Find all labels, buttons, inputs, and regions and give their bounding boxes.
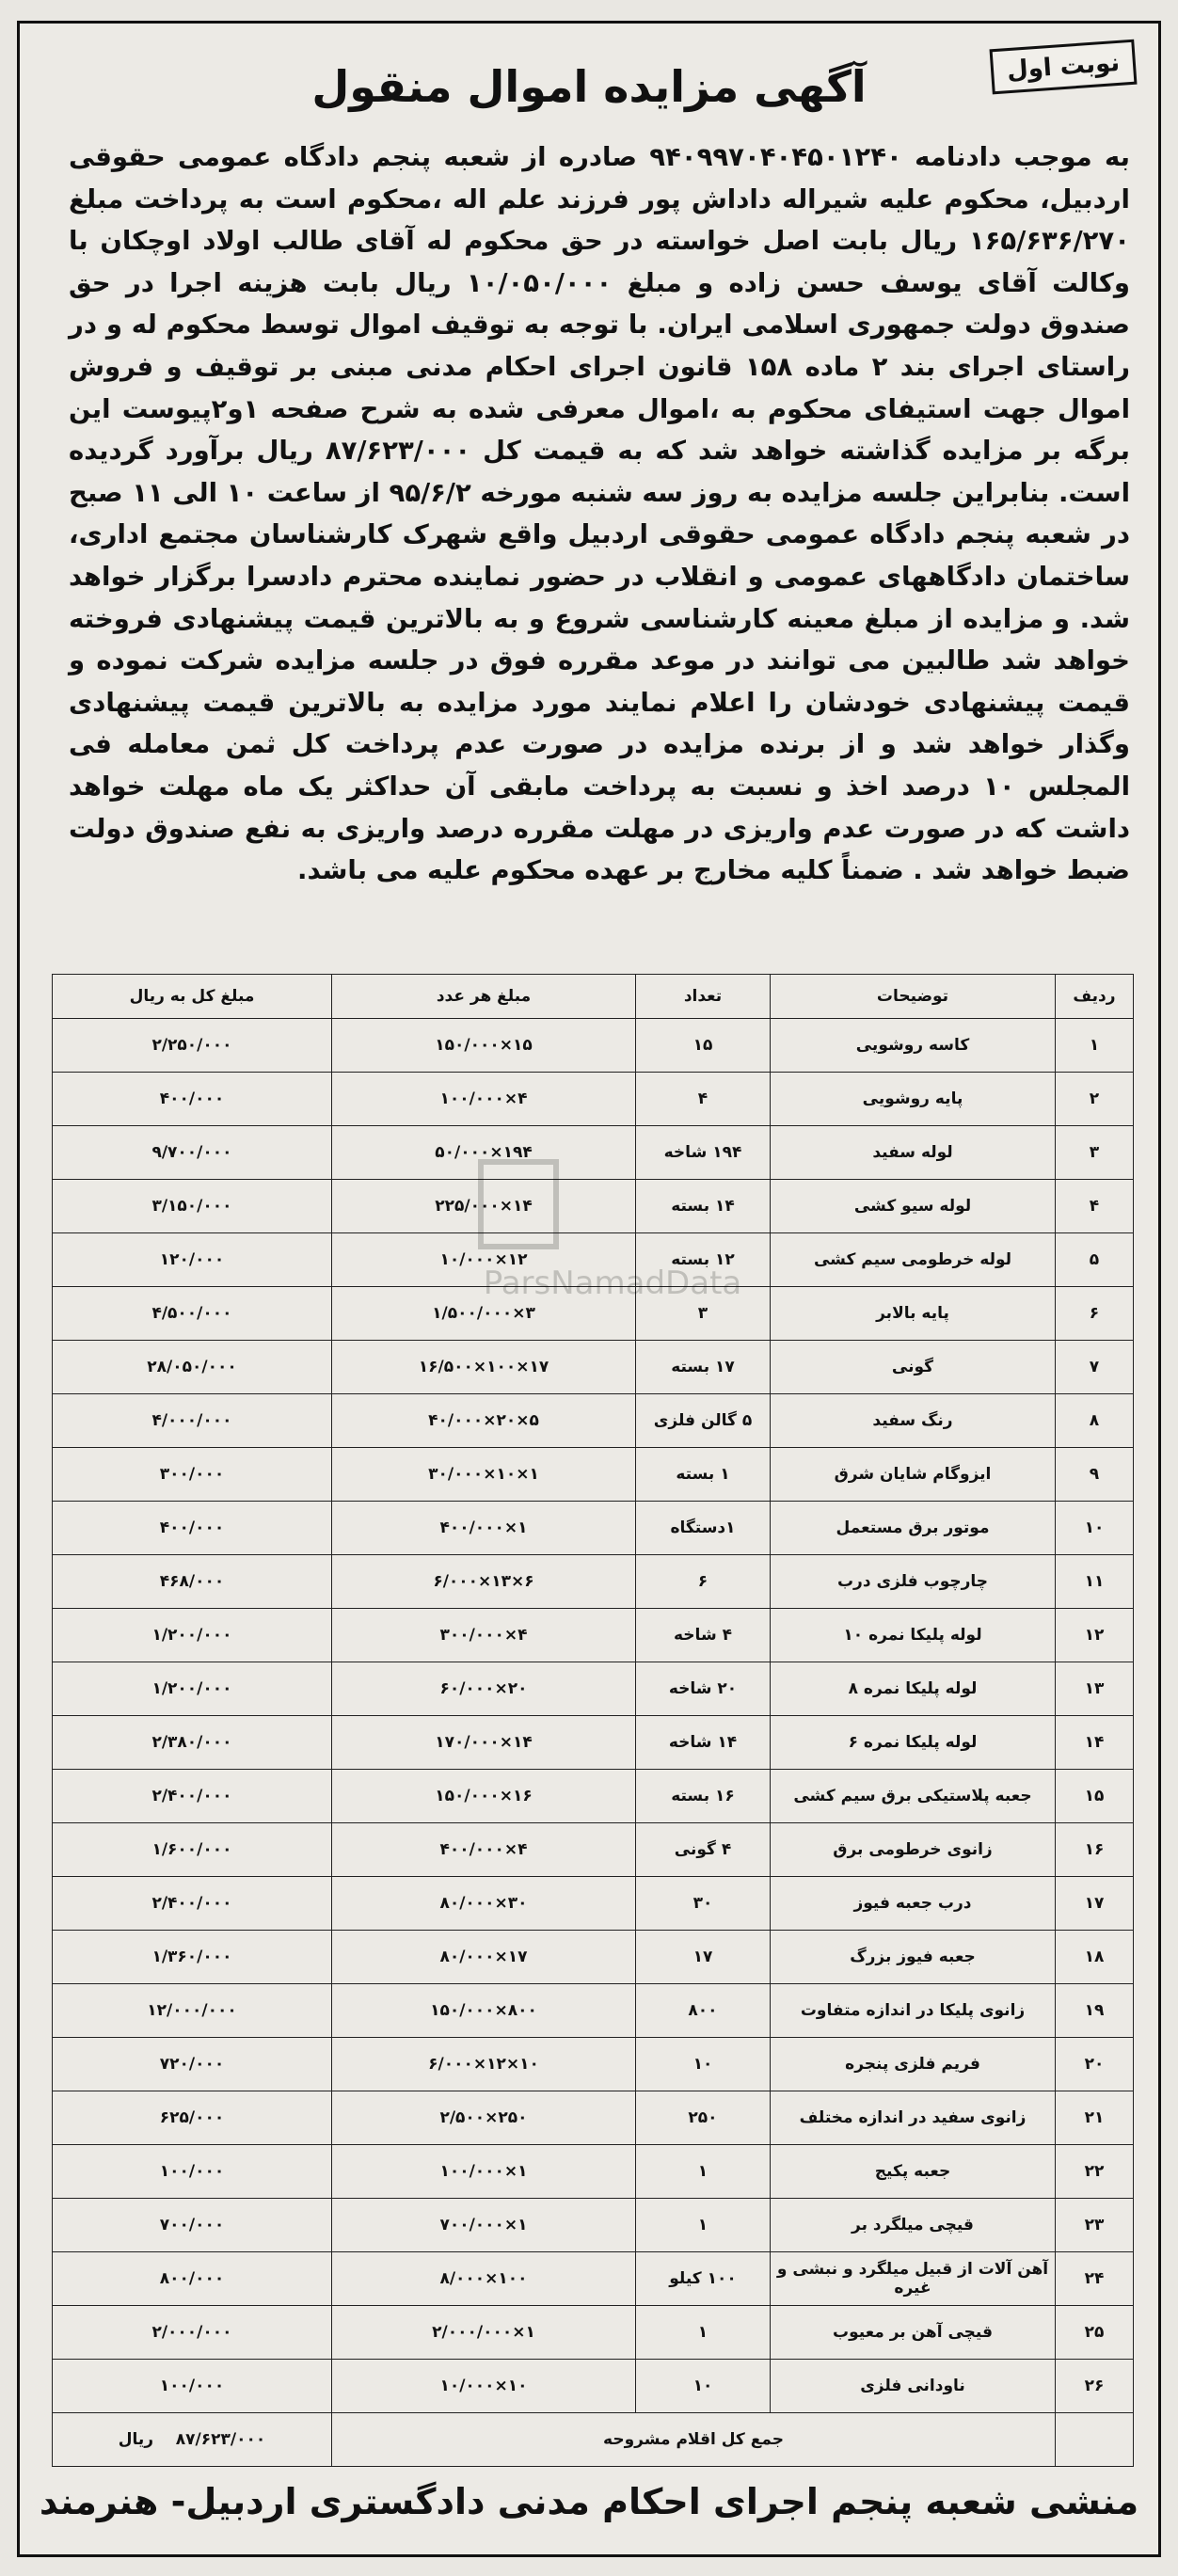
row-description: چارچوب فلزی درب (771, 1555, 1056, 1609)
header-description: توضیحات (771, 975, 1056, 1019)
row-unit-price: ۱۴×۱۷۰/۰۰۰ (332, 1716, 636, 1770)
row-description: جعبه پلاستیکی برق سیم کشی (771, 1770, 1056, 1823)
row-total: ۸۰۰/۰۰۰ (53, 2252, 332, 2306)
row-quantity: ۴ گونی (636, 1823, 771, 1877)
row-number: ۴ (1056, 1180, 1134, 1233)
row-quantity: ۱۰ (636, 2038, 771, 2091)
table-row (53, 2252, 1134, 2306)
row-description: ناودانی فلزی (771, 2360, 1056, 2413)
row-quantity: ۶ (636, 1555, 771, 1609)
row-description: گونی (771, 1341, 1056, 1394)
total-value: ۸۷/۶۲۳/۰۰۰ (175, 2430, 266, 2449)
row-quantity: ۲۰ شاخه (636, 1662, 771, 1716)
row-number: ۱۶ (1056, 1823, 1134, 1877)
row-unit-price: ۱۲×۱۰/۰۰۰ (332, 1233, 636, 1287)
table-row (53, 1287, 1134, 1341)
row-quantity: ۱۰ (636, 2360, 771, 2413)
row-unit-price: ۸۰۰×۱۵۰/۰۰۰ (332, 1984, 636, 2038)
header-quantity: تعداد (636, 975, 771, 1019)
watermark-text: ParsNamadData (483, 1264, 742, 1302)
table-row (53, 2199, 1134, 2252)
row-number: ۱۳ (1056, 1662, 1134, 1716)
row-number: ۱۹ (1056, 1984, 1134, 2038)
row-number: ۱۴ (1056, 1716, 1134, 1770)
total-spacer (1056, 2413, 1134, 2467)
publication-badge: نوبت اول (989, 40, 1137, 95)
row-description: فریم فلزی پنجره (771, 2038, 1056, 2091)
row-unit-price: ۱۰۰×۸/۰۰۰ (332, 2252, 636, 2306)
table-row (53, 1555, 1134, 1609)
table-row (53, 2306, 1134, 2360)
row-description: لوله پلیکا نمره ۱۰ (771, 1609, 1056, 1662)
row-unit-price: ۱۶×۱۵۰/۰۰۰ (332, 1770, 636, 1823)
row-quantity: ۱ (636, 2145, 771, 2199)
row-total: ۱/۳۶۰/۰۰۰ (53, 1931, 332, 1984)
row-number: ۲۳ (1056, 2199, 1134, 2252)
row-description: جعبه فیوز بزرگ (771, 1931, 1056, 1984)
row-total: ۱۲۰/۰۰۰ (53, 1233, 332, 1287)
row-total: ۱/۲۰۰/۰۰۰ (53, 1609, 332, 1662)
row-unit-price: ۱×۱۰۰/۰۰۰ (332, 2145, 636, 2199)
row-unit-price: ۲۰×۶۰/۰۰۰ (332, 1662, 636, 1716)
row-unit-price: ۳×۱/۵۰۰/۰۰۰ (332, 1287, 636, 1341)
row-quantity: ۱ (636, 2306, 771, 2360)
row-total: ۲/۰۰۰/۰۰۰ (53, 2306, 332, 2360)
row-total: ۲/۴۰۰/۰۰۰ (53, 1877, 332, 1931)
row-description: آهن آلات از قبیل میلگرد و نبشی و غیره (771, 2252, 1056, 2306)
row-number: ۱۱ (1056, 1555, 1134, 1609)
row-number: ۲۴ (1056, 2252, 1134, 2306)
footer-signature: منشی شعبه پنجم اجرای احکام مدنی دادگستری اردبیل- هنرمند (39, 2481, 1139, 2522)
row-number: ۸ (1056, 1394, 1134, 1448)
table-row (53, 1984, 1134, 2038)
row-number: ۱۸ (1056, 1931, 1134, 1984)
row-unit-price: ۱×۲/۰۰۰/۰۰۰ (332, 2306, 636, 2360)
row-quantity: ۳۰ (636, 1877, 771, 1931)
row-description: قیچی آهن بر معیوب (771, 2306, 1056, 2360)
row-unit-price: ۴×۳۰۰/۰۰۰ (332, 1609, 636, 1662)
row-quantity: ۸۰۰ (636, 1984, 771, 2038)
total-cell (53, 2413, 332, 2467)
row-unit-price: ۴×۱۰۰/۰۰۰ (332, 1073, 636, 1126)
items-body (53, 1019, 1134, 2413)
row-total: ۲/۴۰۰/۰۰۰ (53, 1770, 332, 1823)
header-row-number: ردیف (1056, 975, 1134, 1019)
table-row (53, 1448, 1134, 1502)
row-unit-price: ۱۷×۱۰۰×۱۶/۵۰۰ (332, 1341, 636, 1394)
row-quantity: ۴ (636, 1073, 771, 1126)
row-total: ۱۰۰/۰۰۰ (53, 2360, 332, 2413)
row-quantity: ۱۰۰ کیلو (636, 2252, 771, 2306)
table-row (53, 1126, 1134, 1180)
row-quantity: ۲۵۰ (636, 2091, 771, 2145)
notice-page (17, 21, 1161, 2557)
row-unit-price: ۱×۱۰×۳۰/۰۰۰ (332, 1448, 636, 1502)
row-unit-price: ۱×۷۰۰/۰۰۰ (332, 2199, 636, 2252)
table-row (53, 1609, 1134, 1662)
row-unit-price: ۱۵×۱۵۰/۰۰۰ (332, 1019, 636, 1073)
total-unit: ریال (118, 2430, 154, 2449)
row-quantity: ۱دستگاه (636, 1502, 771, 1555)
row-total: ۱۲/۰۰۰/۰۰۰ (53, 1984, 332, 2038)
row-unit-price: ۳۰×۸۰/۰۰۰ (332, 1877, 636, 1931)
row-total: ۴/۵۰۰/۰۰۰ (53, 1287, 332, 1341)
notice-title: آگهی مزایده اموال منقول (311, 61, 867, 112)
row-description: رنگ سفید (771, 1394, 1056, 1448)
table-row (53, 1877, 1134, 1931)
row-number: ۲ (1056, 1073, 1134, 1126)
row-total: ۷۲۰/۰۰۰ (53, 2038, 332, 2091)
row-total: ۴۰۰/۰۰۰ (53, 1502, 332, 1555)
row-unit-price: ۱۷×۸۰/۰۰۰ (332, 1931, 636, 1984)
table-row (53, 1931, 1134, 1984)
row-quantity: ۱۷ بسته (636, 1341, 771, 1394)
row-description: درب جعبه فیوز (771, 1877, 1056, 1931)
row-quantity: ۱۷ (636, 1931, 771, 1984)
row-total: ۷۰۰/۰۰۰ (53, 2199, 332, 2252)
total-label: جمع کل اقلام مشروحه (332, 2413, 1056, 2467)
notice-body: به موجب دادنامه ۹۴۰۹۹۷۰۴۰۴۵۰۱۲۴۰ صادره از شعبه پنجم دادگاه عمومی حقوقی اردبیل، محکوم علیه شیراله داداش پور فرزند علم اله ،محکوم است به پرداخت مبلغ ۱۶۵/۶۳۶/۲۷۰ ریال بابت اصل خواسته در حق محکوم له آقای طالب اولاد اوچکان با وکالت آقای یوسف حسن زاده و مبلغ ۱۰/۰۵۰/۰۰۰ ریال بابت هزینه اجرا در حق صندوق دولت جمهوری اسلامی ایران. با توجه به توقیف اموال توسط محکوم له و در راستای اجرای بند ۲ ماده ۱۵۸ قانون اجرای احکام مدنی مبنی بر توقیف و فروش اموال جهت استیفای محکوم به ،اموال معرفی شده به شرح صفحه ۱و۲پیوست این برگه بر مزایده گذاشته خواهد شد که به قیمت کل ۸۷/۶۲۳/۰۰۰ ریال برآورد گردیده است. بنابراین جلسه مزایده به روز سه شنبه مورخه ۹۵/۶/۲ از ساعت ۱۰ الی ۱۱ صبح در شعبه پنجم دادگاه عمومی حقوقی اردبیل واقع شهرک کارشناسان مجتمع اداری، ساختمان دادگاههای عمومی و انقلاب در حضور نماینده محترم دادسرا برگزار خواهد شد. و مزایده از مبلغ معینه کارشناسی شروع و به بالاترین قیمت پیشنهادی فروخته خواهد شد طالبین می توانند در موعد مقرره فوق در جلسه مزایده شرکت نموده و قیمت پیشنهادی خودشان را اعلام نمایند مورد مزایده به بالاترین قیمت پیشنهادی وگذار خواهد شد و از برنده مزایده در صورت عدم پرداخت کل ثمن معامله فی المجلس ۱۰ درصد اخذ و نسبت به پرداخت مابقی آن حداکثر یک ماه مهلت خواهد داشت که در صورت عدم واریزی در مهلت مقرره درصد واریزی به نفع صندوق دولت ضبط خواهد شد . ضمناً کلیه مخارج بر عهده محکوم علیه می باشد. (69, 142, 1131, 886)
table-row (53, 1073, 1134, 1126)
row-quantity: ۳ (636, 1287, 771, 1341)
row-quantity: ۱۹۴ شاخه (636, 1126, 771, 1180)
row-total: ۲/۲۵۰/۰۰۰ (53, 1019, 332, 1073)
row-description: زانوی خرطومی برق (771, 1823, 1056, 1877)
row-unit-price: ۲۵۰×۲/۵۰۰ (332, 2091, 636, 2145)
row-description: لوله خرطومی سیم کشی (771, 1233, 1056, 1287)
row-quantity: ۵ گالن فلزی (636, 1394, 771, 1448)
row-unit-price: ۶×۱۳×۶/۰۰۰ (332, 1555, 636, 1609)
row-number: ۱۲ (1056, 1609, 1134, 1662)
table-row (53, 2145, 1134, 2199)
row-description: کاسه روشویی (771, 1019, 1056, 1073)
row-total: ۳/۱۵۰/۰۰۰ (53, 1180, 332, 1233)
row-number: ۲۱ (1056, 2091, 1134, 2145)
row-total: ۴۰۰/۰۰۰ (53, 1073, 332, 1126)
row-unit-price: ۱۰×۱۰/۰۰۰ (332, 2360, 636, 2413)
table-row (53, 1823, 1134, 1877)
row-unit-price: ۴×۴۰۰/۰۰۰ (332, 1823, 636, 1877)
row-number: ۱۷ (1056, 1877, 1134, 1931)
table-row (53, 2091, 1134, 2145)
row-description: ایزوگام شایان شرق (771, 1448, 1056, 1502)
row-description: لوله سیو کشی (771, 1180, 1056, 1233)
table-row (53, 2360, 1134, 2413)
row-number: ۹ (1056, 1448, 1134, 1502)
row-description: پایه روشویی (771, 1073, 1056, 1126)
row-quantity: ۱ بسته (636, 1448, 771, 1502)
table-row (53, 1180, 1134, 1233)
row-description: لوله پلیکا نمره ۸ (771, 1662, 1056, 1716)
row-total: ۱۰۰/۰۰۰ (53, 2145, 332, 2199)
row-number: ۲۵ (1056, 2306, 1134, 2360)
table-row (53, 1502, 1134, 1555)
row-total: ۹/۷۰۰/۰۰۰ (53, 1126, 332, 1180)
row-description: جعبه پکیج (771, 2145, 1056, 2199)
row-total: ۲۸/۰۵۰/۰۰۰ (53, 1341, 332, 1394)
table-row (53, 1716, 1134, 1770)
items-table (52, 974, 1134, 2467)
row-total: ۳۰۰/۰۰۰ (53, 1448, 332, 1502)
row-number: ۵ (1056, 1233, 1134, 1287)
row-quantity: ۱ (636, 2199, 771, 2252)
row-total: ۴۶۸/۰۰۰ (53, 1555, 332, 1609)
row-number: ۷ (1056, 1341, 1134, 1394)
row-quantity: ۱۵ (636, 1019, 771, 1073)
row-total: ۱/۲۰۰/۰۰۰ (53, 1662, 332, 1716)
row-total: ۴/۰۰۰/۰۰۰ (53, 1394, 332, 1448)
table-row (53, 1662, 1134, 1716)
row-total: ۲/۳۸۰/۰۰۰ (53, 1716, 332, 1770)
row-description: زانوی سفید در اندازه مختلف (771, 2091, 1056, 2145)
table-row (53, 1770, 1134, 1823)
row-number: ۲۲ (1056, 2145, 1134, 2199)
row-total: ۱/۶۰۰/۰۰۰ (53, 1823, 332, 1877)
row-description: موتور برق مستعمل (771, 1502, 1056, 1555)
row-number: ۶ (1056, 1287, 1134, 1341)
table-row (53, 2038, 1134, 2091)
header-unit-price: مبلغ هر عدد (332, 975, 636, 1019)
table-row (53, 1341, 1134, 1394)
row-quantity: ۱۶ بسته (636, 1770, 771, 1823)
table-row (53, 1394, 1134, 1448)
header-total: مبلغ کل به ریال (53, 975, 332, 1019)
row-quantity: ۴ شاخه (636, 1609, 771, 1662)
row-unit-price: ۱۴×۲۲۵/۰۰۰ (332, 1180, 636, 1233)
table-row (53, 1019, 1134, 1073)
row-number: ۲۰ (1056, 2038, 1134, 2091)
row-unit-price: ۱۹۴×۵۰/۰۰۰ (332, 1126, 636, 1180)
row-number: ۱۰ (1056, 1502, 1134, 1555)
row-total: ۶۲۵/۰۰۰ (53, 2091, 332, 2145)
row-description: لوله پلیکا نمره ۶ (771, 1716, 1056, 1770)
row-number: ۱ (1056, 1019, 1134, 1073)
row-quantity: ۱۲ بسته (636, 1233, 771, 1287)
table-header-row (53, 975, 1134, 1019)
row-unit-price: ۱۰×۱۲×۶/۰۰۰ (332, 2038, 636, 2091)
row-description: پایه بالابر (771, 1287, 1056, 1341)
row-number: ۳ (1056, 1126, 1134, 1180)
row-number: ۱۵ (1056, 1770, 1134, 1823)
row-number: ۲۶ (1056, 2360, 1134, 2413)
row-description: قیچی میلگرد بر (771, 2199, 1056, 2252)
table-row (53, 1233, 1134, 1287)
row-quantity: ۱۴ شاخه (636, 1716, 771, 1770)
row-unit-price: ۱×۴۰۰/۰۰۰ (332, 1502, 636, 1555)
row-description: زانوی پلیکا در اندازه متفاوت (771, 1984, 1056, 2038)
table-total-row (53, 2413, 1134, 2467)
row-description: لوله سفید (771, 1126, 1056, 1180)
row-unit-price: ۵×۲۰×۴۰/۰۰۰ (332, 1394, 636, 1448)
row-quantity: ۱۴ بسته (636, 1180, 771, 1233)
